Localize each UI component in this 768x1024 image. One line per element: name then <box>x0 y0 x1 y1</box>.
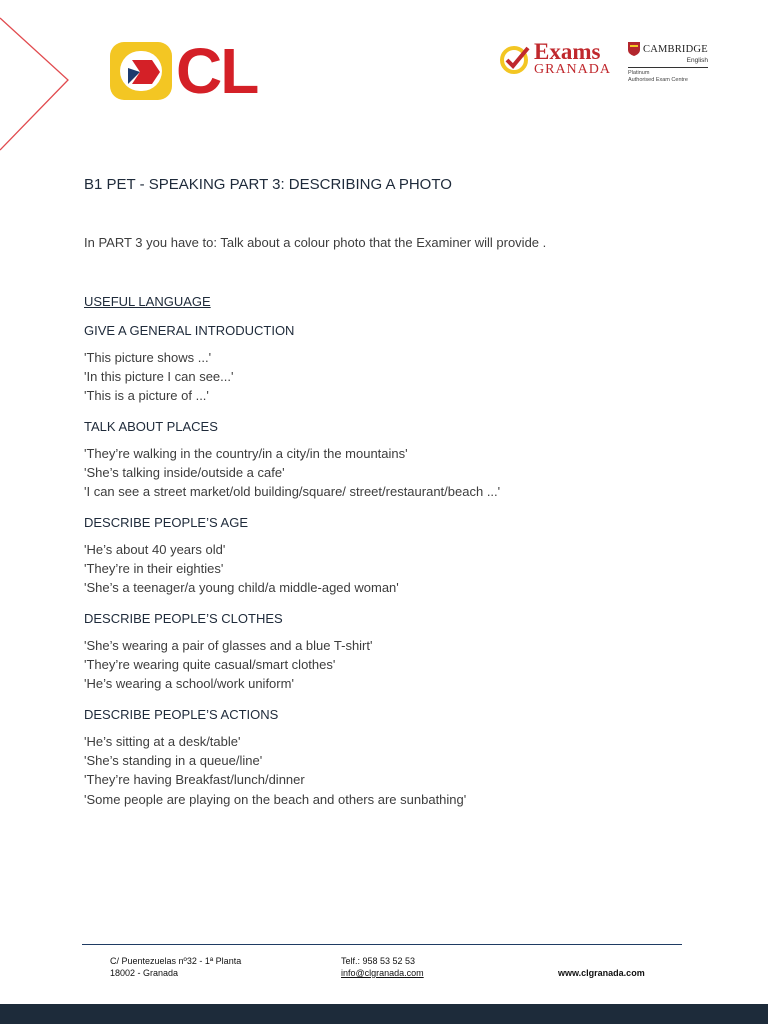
phrase-line: 'This is a picture of ...' <box>84 388 209 404</box>
bottom-bar <box>0 1004 768 1024</box>
phrase-line: 'In this picture I can see...' <box>84 369 234 385</box>
phrase-line: 'She’s standing in a queue/line' <box>84 753 263 769</box>
cl-logo-text: CL <box>176 35 258 107</box>
cambridge-shield-icon <box>628 42 640 56</box>
address-line: 18002 - Granada <box>110 968 179 978</box>
section-actions <box>84 707 466 809</box>
exams-city: GRANADA <box>534 62 611 77</box>
footer-address <box>110 955 241 979</box>
phrase-line: 'He’s sitting at a desk/table' <box>84 734 241 749</box>
section-clothes <box>84 611 372 694</box>
exams-word: Exams <box>534 39 601 64</box>
section-introduction <box>84 323 294 406</box>
phrase-line: 'She’s a teenager/a young child/a middle-aged woman' <box>84 580 399 596</box>
phrase-line: 'He’s about 40 years old' <box>84 542 226 557</box>
section-heading: DESCRIBE PEOPLE’S AGE <box>84 515 249 530</box>
checkmark-icon <box>498 42 532 76</box>
phrase-line: 'They’re walking in the country/in a city/in the mountains' <box>84 446 408 461</box>
cambridge-platinum: Platinum <box>628 70 650 76</box>
intro-text: In PART 3 you have to: Talk about a colour photo that the Examiner will provide . <box>84 235 547 250</box>
section-heading: TALK ABOUT PLACES <box>84 419 218 434</box>
phrase-line: 'They’re wearing quite casual/smart clothes' <box>84 657 336 673</box>
address-line: C/ Puentezuelas nº32 - 1ª Planta <box>110 956 242 966</box>
cambridge-sub: English <box>686 57 708 64</box>
footer-contact <box>341 955 424 979</box>
phrase-line: 'Some people are playing on the beach and others are sunbathing' <box>84 791 467 807</box>
section-places <box>84 419 500 502</box>
phrase-line: 'This picture shows ...' <box>84 350 212 365</box>
cambridge-centre: Authorised Exam Centre <box>628 77 688 83</box>
exams-granada-logo <box>498 40 611 77</box>
cambridge-logo <box>628 42 708 84</box>
corner-decoration <box>0 0 80 160</box>
phrase-line: 'She’s wearing a pair of glasses and a blue T-shirt' <box>84 638 373 653</box>
phrase-line: 'They’re in their eighties' <box>84 561 224 577</box>
useful-language-heading: USEFUL LANGUAGE <box>84 294 211 309</box>
section-heading: DESCRIBE PEOPLE’S CLOTHES <box>84 611 283 626</box>
phone-text: Telf.: 958 53 52 53 <box>341 956 416 966</box>
section-heading: GIVE A GENERAL INTRODUCTION <box>84 323 295 338</box>
section-age <box>84 515 399 598</box>
website-link[interactable]: www.clgranada.com <box>558 968 645 978</box>
page-title: B1 PET - SPEAKING PART 3: DESCRIBING A PHOTO <box>84 176 452 193</box>
cl-logo <box>110 35 258 107</box>
phrase-line: 'She’s talking inside/outside a cafe' <box>84 465 285 481</box>
phrase-line: 'He’s wearing a school/work uniform' <box>84 676 294 692</box>
phrase-line: 'I can see a street market/old building/square/ street/restaurant/beach ...' <box>84 484 501 500</box>
cambridge-name: CAMBRIDGE <box>643 43 708 55</box>
footer-divider <box>82 944 682 945</box>
section-heading: DESCRIBE PEOPLE’S ACTIONS <box>84 707 279 722</box>
phrase-line: 'They’re having Breakfast/lunch/dinner <box>84 772 305 788</box>
email-link[interactable]: info@clgranada.com <box>341 968 424 978</box>
cl-logo-icon <box>110 42 172 100</box>
